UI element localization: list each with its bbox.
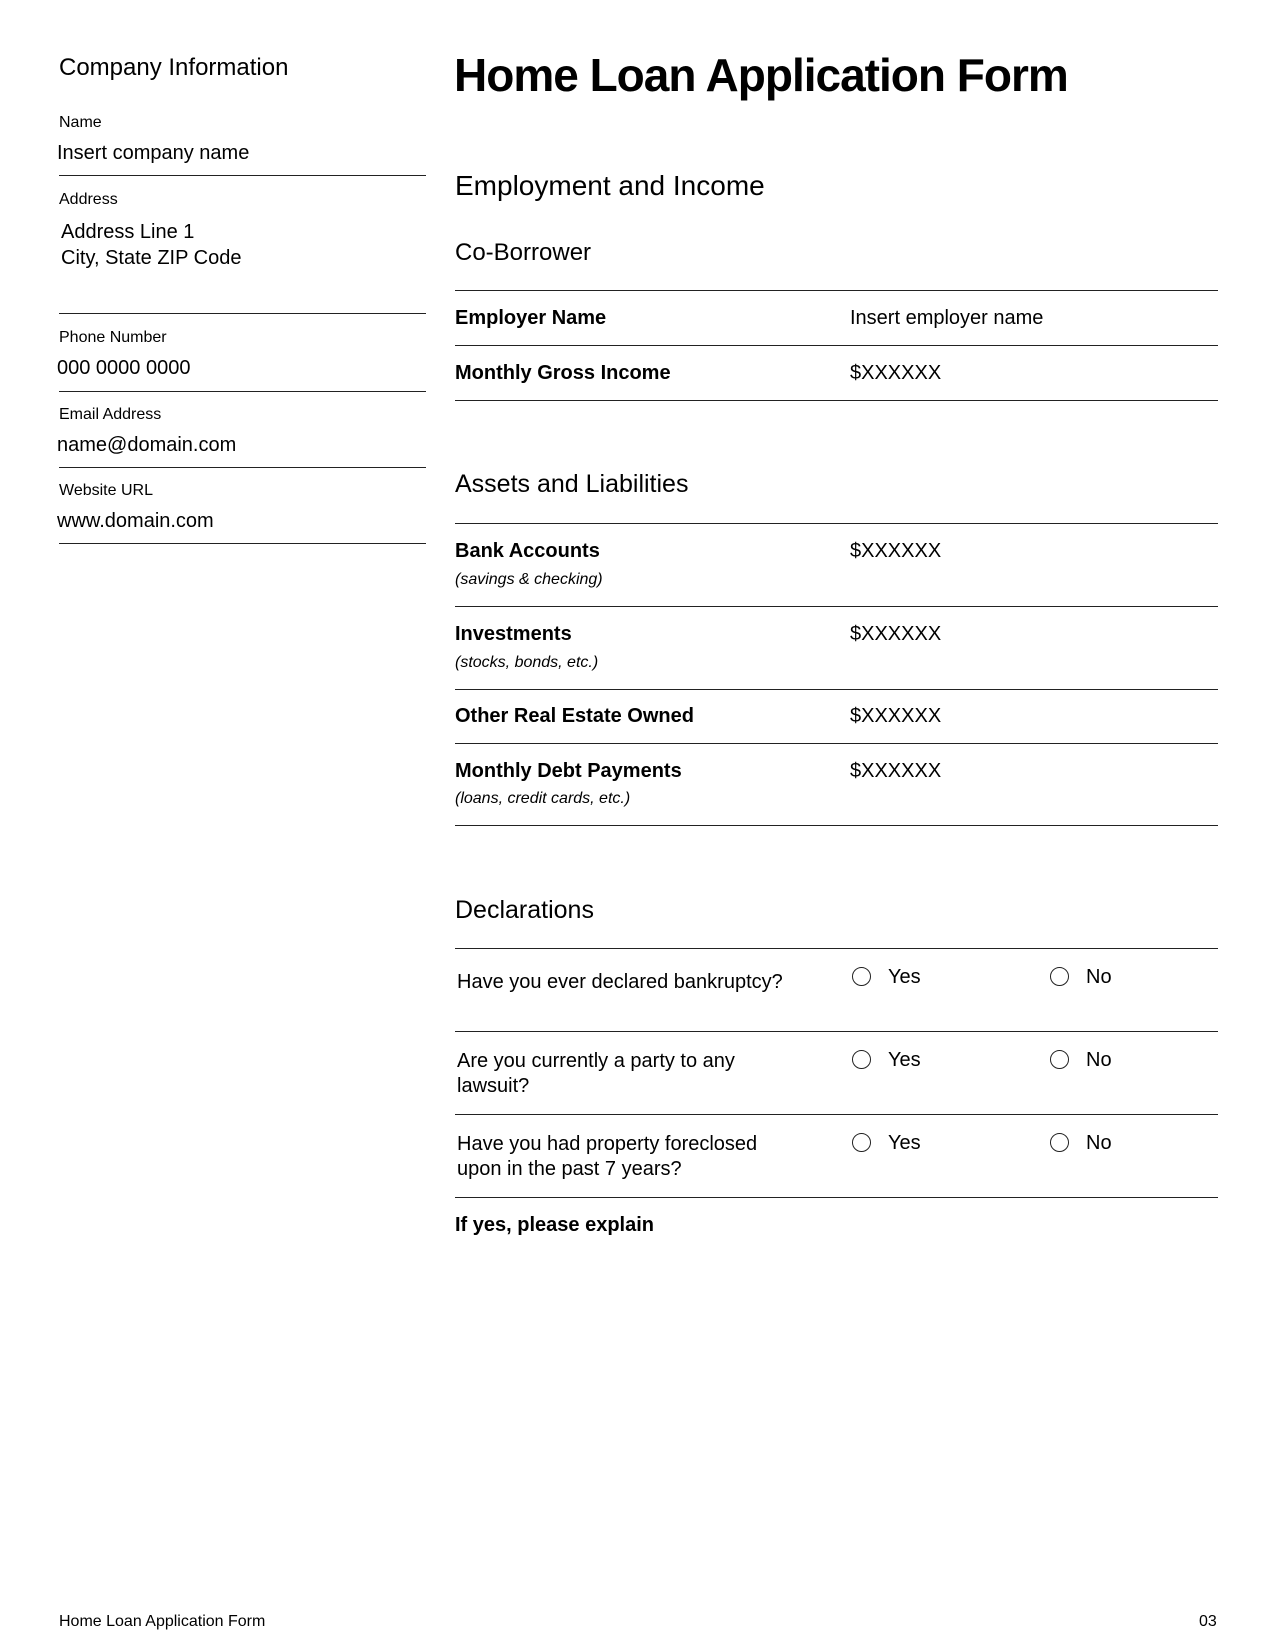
divider	[59, 391, 426, 392]
divider	[59, 543, 426, 544]
radio-lawsuit-no[interactable]	[1050, 1050, 1069, 1069]
divider	[455, 1197, 1218, 1198]
divider	[455, 743, 1218, 744]
company-name-field[interactable]: Insert company name	[57, 142, 250, 164]
divider	[455, 1114, 1218, 1115]
divider	[455, 523, 1218, 524]
employer-name-label: Employer Name	[455, 307, 607, 329]
explain-label: If yes, please explain	[455, 1214, 654, 1236]
website-field[interactable]: www.domain.com	[57, 510, 214, 532]
email-field[interactable]: name@domain.com	[57, 434, 237, 456]
debt-payments-label: Monthly Debt Payments	[455, 760, 682, 782]
address-line2-field[interactable]: City, State ZIP Code	[61, 247, 242, 269]
no-label: No	[1086, 966, 1112, 988]
name-label: Name	[59, 114, 102, 131]
bank-accounts-label: Bank Accounts	[455, 540, 600, 562]
divider	[455, 290, 1218, 291]
assets-heading: Assets and Liabilities	[455, 470, 689, 498]
address-label: Address	[59, 191, 118, 208]
website-label: Website URL	[59, 482, 153, 499]
divider	[455, 1031, 1218, 1032]
page-title: Home Loan Application Form	[454, 49, 1068, 101]
co-borrower-heading: Co-Borrower	[455, 239, 592, 266]
phone-field[interactable]: 000 0000 0000	[57, 357, 191, 379]
question-foreclosure: Have you had property foreclosed upon in the past 7 years?	[457, 1133, 758, 1180]
question-lawsuit: Are you currently a party to any lawsuit?	[457, 1050, 735, 1097]
radio-lawsuit-yes[interactable]	[852, 1050, 871, 1069]
radio-foreclosure-yes[interactable]	[852, 1133, 871, 1152]
divider	[59, 467, 426, 468]
divider	[455, 689, 1218, 690]
question-bankruptcy: Have you ever declared bankruptcy?	[457, 971, 783, 993]
real-estate-label: Other Real Estate Owned	[455, 705, 694, 727]
bank-accounts-note: (savings & checking)	[455, 571, 603, 588]
declarations-heading: Declarations	[455, 896, 594, 924]
divider	[455, 606, 1218, 607]
bank-accounts-field[interactable]: $XXXXXX	[850, 540, 942, 562]
radio-foreclosure-no[interactable]	[1050, 1133, 1069, 1152]
explain-field[interactable]	[455, 1240, 1218, 1570]
no-label: No	[1086, 1049, 1112, 1071]
divider	[455, 825, 1218, 826]
debt-payments-field[interactable]: $XXXXXX	[850, 760, 942, 782]
investments-note: (stocks, bonds, etc.)	[455, 654, 599, 671]
page-number: 03	[1199, 1613, 1217, 1630]
footer-title: Home Loan Application Form	[59, 1613, 266, 1630]
employer-name-field[interactable]: Insert employer name	[850, 307, 1044, 329]
investments-label: Investments	[455, 623, 572, 645]
yes-label: Yes	[888, 1049, 921, 1071]
phone-label: Phone Number	[59, 329, 167, 346]
radio-bankruptcy-no[interactable]	[1050, 967, 1069, 986]
divider	[59, 313, 426, 314]
monthly-income-field[interactable]: $XXXXXX	[850, 362, 942, 384]
monthly-income-label: Monthly Gross Income	[455, 362, 671, 384]
radio-bankruptcy-yes[interactable]	[852, 967, 871, 986]
no-label: No	[1086, 1132, 1112, 1154]
divider	[455, 345, 1218, 346]
investments-field[interactable]: $XXXXXX	[850, 623, 942, 645]
yes-label: Yes	[888, 966, 921, 988]
divider	[59, 175, 426, 176]
company-info-heading: Company Information	[59, 54, 289, 81]
employment-heading: Employment and Income	[455, 170, 765, 201]
yes-label: Yes	[888, 1132, 921, 1154]
divider	[455, 400, 1218, 401]
debt-payments-note: (loans, credit cards, etc.)	[455, 790, 631, 807]
divider	[455, 948, 1218, 949]
address-line1-field[interactable]: Address Line 1	[61, 221, 195, 243]
email-label: Email Address	[59, 406, 162, 423]
real-estate-field[interactable]: $XXXXXX	[850, 705, 942, 727]
